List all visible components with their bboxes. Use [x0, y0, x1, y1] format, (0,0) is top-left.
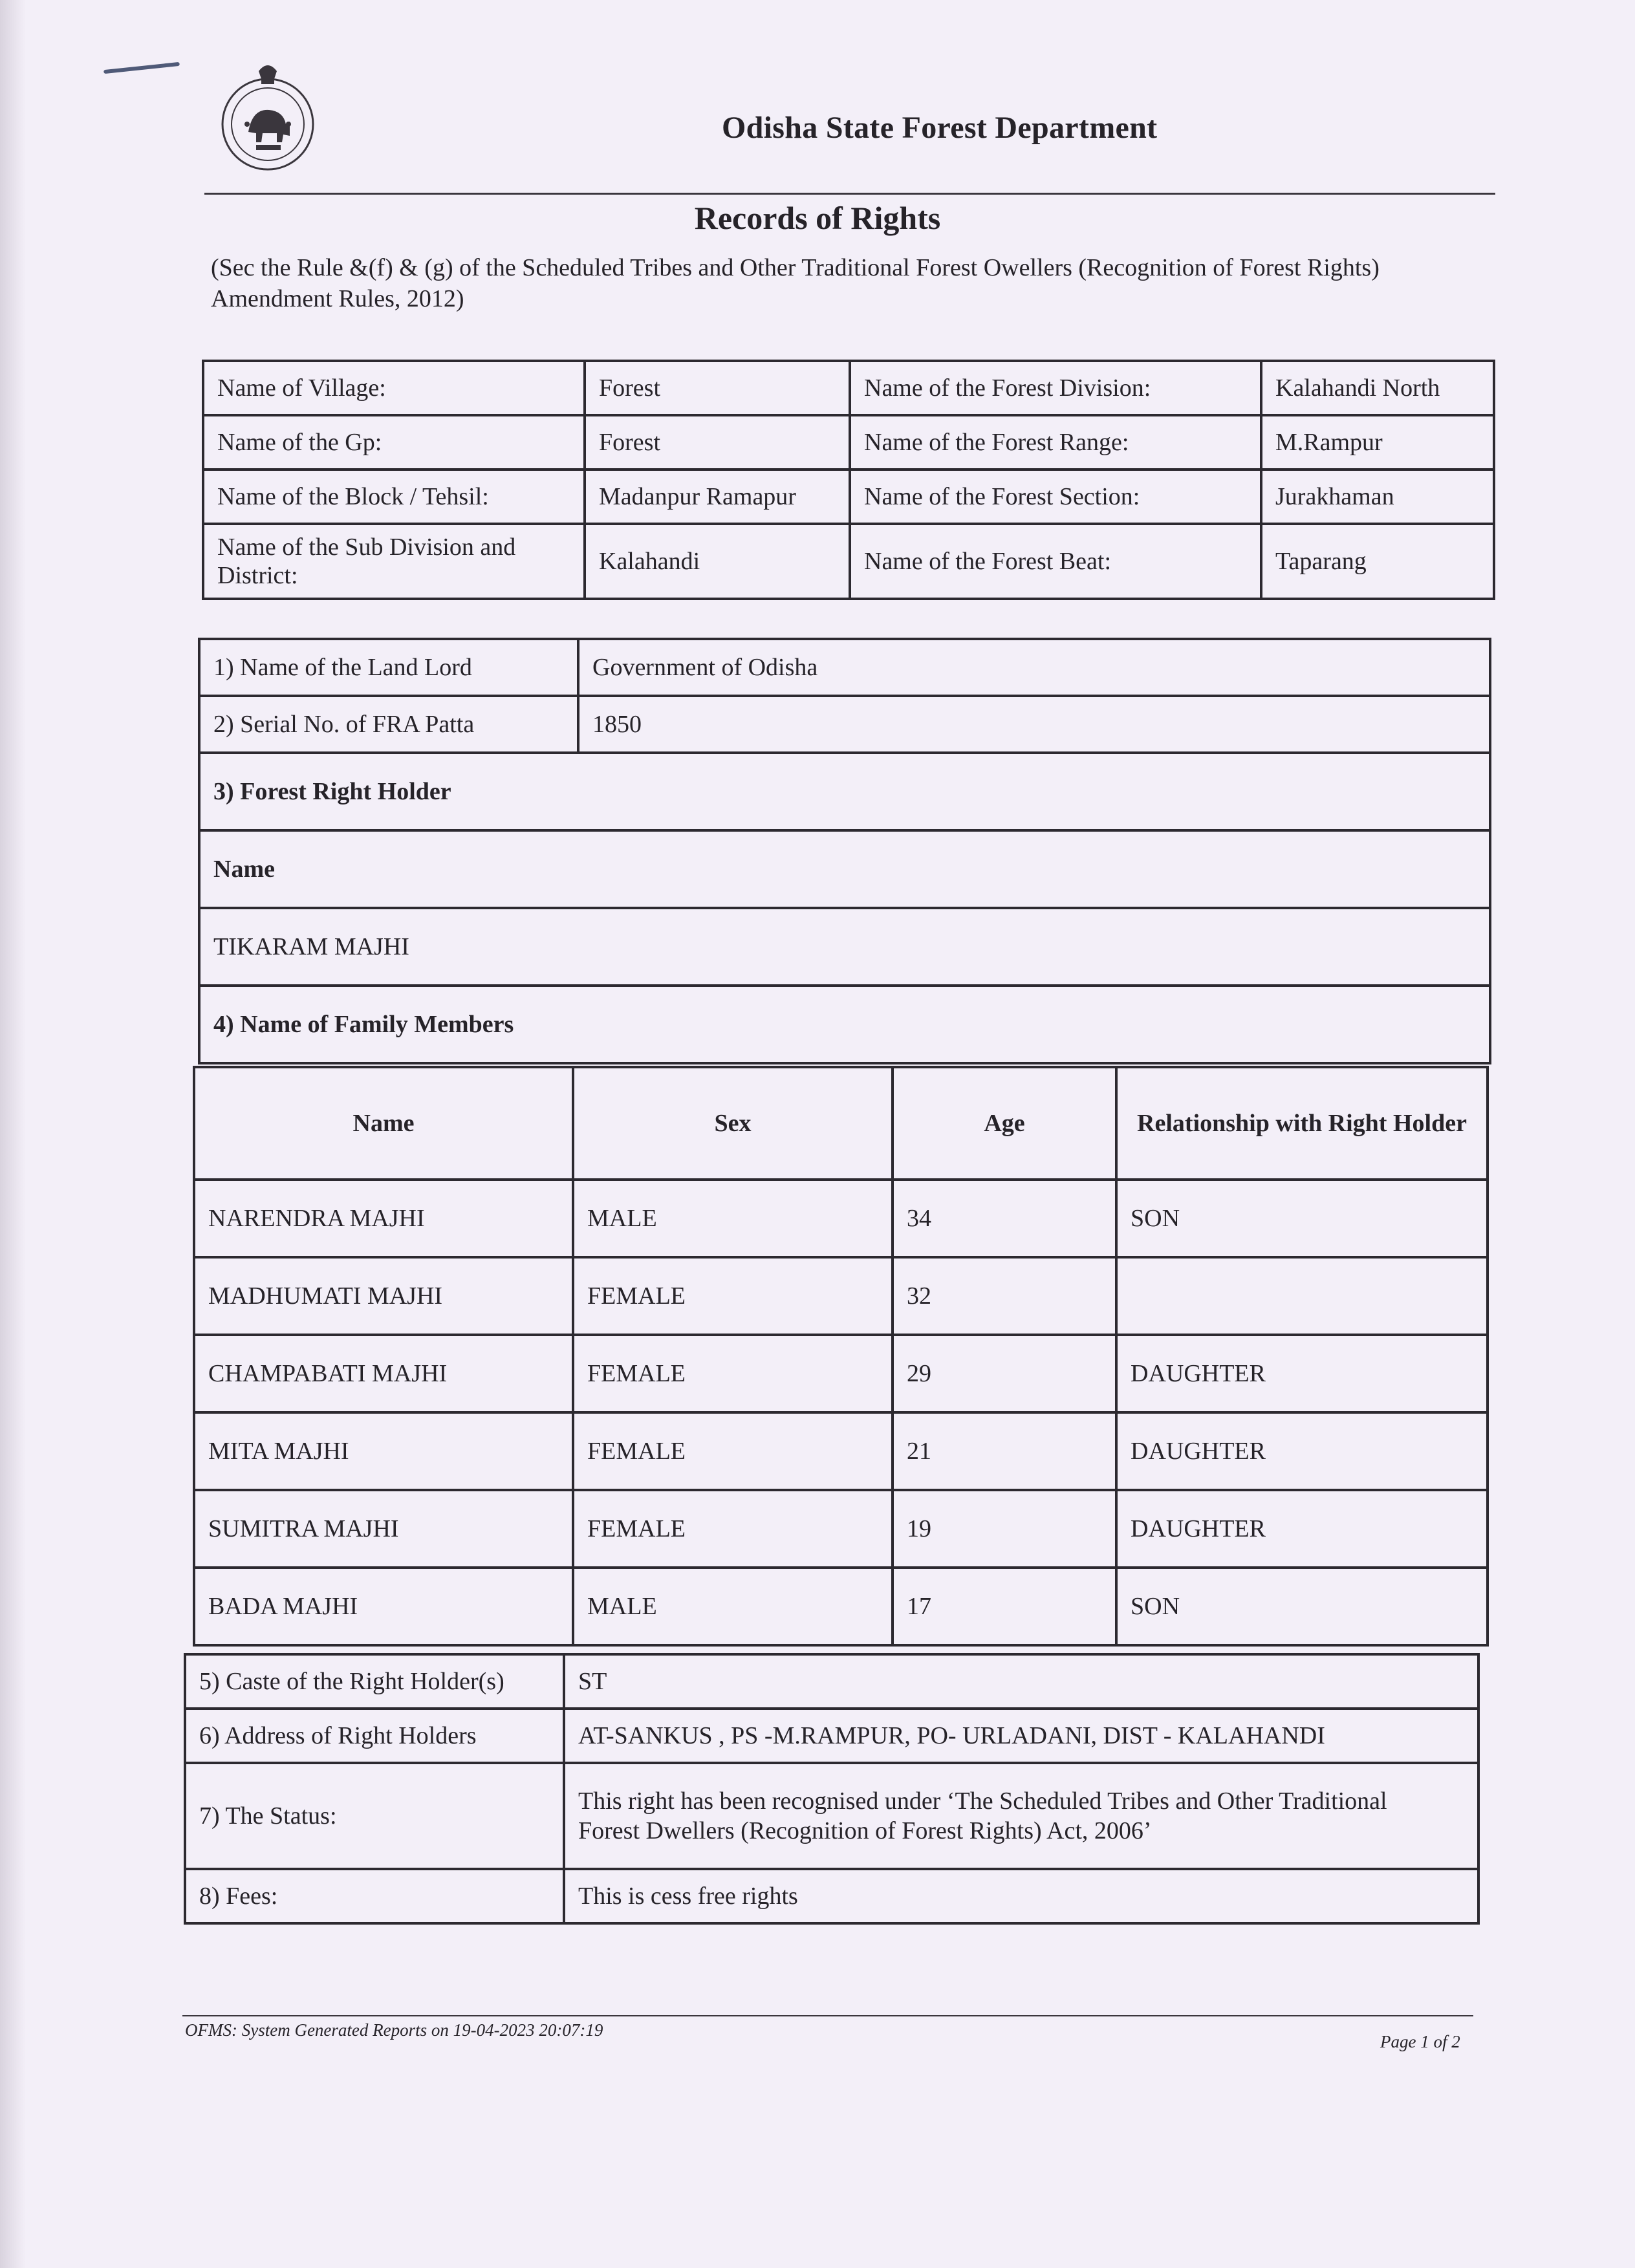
table-row [194, 1257, 1488, 1335]
serial-value: 1850 [578, 696, 1490, 753]
table-row [185, 1869, 1478, 1923]
table-row [203, 361, 1494, 415]
forest-range-value: M.Rampur [1261, 415, 1494, 470]
member-relationship: DAUGHTER [1116, 1412, 1488, 1490]
fees-label: 8) Fees: [185, 1869, 564, 1923]
status-value [564, 1763, 1478, 1869]
page-number: Page 1 of 2 [1380, 2032, 1460, 2051]
member-age: 17 [893, 1568, 1116, 1645]
table-header-row [194, 1067, 1488, 1180]
forest-section-value: Jurakhaman [1261, 470, 1494, 524]
member-name: NARENDRA MAJHI [194, 1180, 573, 1257]
gp-label: Name of the Gp: [203, 415, 585, 470]
serial-label: 2) Serial No. of FRA Patta [199, 696, 578, 753]
member-relationship: SON [1116, 1568, 1488, 1645]
table-row [199, 986, 1490, 1063]
table-row [194, 1490, 1488, 1568]
member-name: MITA MAJHI [194, 1412, 573, 1490]
member-sex: MALE [573, 1568, 893, 1645]
holder-name-heading: Name [199, 830, 1490, 908]
details-table [184, 1653, 1480, 1925]
column-header-age: Age [893, 1067, 1116, 1180]
footer-rule [182, 2015, 1473, 2016]
forest-division-value: Kalahandi North [1261, 361, 1494, 415]
village-value: Forest [585, 361, 850, 415]
member-age: 29 [893, 1335, 1116, 1412]
table-row [203, 470, 1494, 524]
address-label: 6) Address of Right Holders [185, 1709, 564, 1763]
sub-division-label: Name of the Sub Division and District: [203, 524, 585, 599]
location-table [202, 360, 1495, 600]
forest-beat-label: Name of the Forest Beat: [850, 524, 1261, 599]
header-rule [204, 193, 1495, 195]
table-row [199, 753, 1490, 830]
member-sex: FEMALE [573, 1412, 893, 1490]
member-sex: FEMALE [573, 1335, 893, 1412]
member-relationship: SON [1116, 1180, 1488, 1257]
table-row [199, 696, 1490, 753]
village-label: Name of Village: [203, 361, 585, 415]
member-sex: FEMALE [573, 1257, 893, 1335]
member-relationship: DAUGHTER [1116, 1490, 1488, 1568]
member-sex: MALE [573, 1180, 893, 1257]
table-row [199, 639, 1490, 696]
member-name: CHAMPABATI MAJHI [194, 1335, 573, 1412]
column-header-relationship: Relationship with Right Holder [1116, 1067, 1488, 1180]
column-header-sex: Sex [573, 1067, 893, 1180]
member-age: 32 [893, 1257, 1116, 1335]
member-name: BADA MAJHI [194, 1568, 573, 1645]
land-lord-label: 1) Name of the Land Lord [199, 639, 578, 696]
address-value: AT-SANKUS , PS -M.RAMPUR, PO- URLADANI, DIST - KALAHANDI [564, 1709, 1478, 1763]
caste-label: 5) Caste of the Right Holder(s) [185, 1654, 564, 1709]
table-row [185, 1654, 1478, 1709]
pen-mark [103, 62, 180, 74]
holder-section-heading: 3) Forest Right Holder [199, 753, 1490, 830]
table-row [203, 415, 1494, 470]
holder-name-value: TIKARAM MAJHI [199, 908, 1490, 986]
table-row [194, 1335, 1488, 1412]
column-header-name: Name [194, 1067, 573, 1180]
forest-division-label: Name of the Forest Division: [850, 361, 1261, 415]
table-row [185, 1709, 1478, 1763]
forest-beat-value: Taparang [1261, 524, 1494, 599]
fees-value: This is cess free rights [564, 1869, 1478, 1923]
member-age: 19 [893, 1490, 1116, 1568]
caste-value: ST [564, 1654, 1478, 1709]
status-label: 7) The Status: [185, 1763, 564, 1869]
status-line: Forest Dwellers (Recognition of Forest Rights) Act, 2006’ [578, 1817, 1152, 1844]
member-sex: FEMALE [573, 1490, 893, 1568]
family-section-heading: 4) Name of Family Members [199, 986, 1490, 1063]
block-label: Name of the Block / Tehsil: [203, 470, 585, 524]
land-lord-value: Government of Odisha [578, 639, 1490, 696]
status-line: This right has been recognised under ‘The Scheduled Tribes and Other Traditional [578, 1787, 1387, 1815]
table-row [185, 1763, 1478, 1869]
member-relationship [1116, 1257, 1488, 1335]
member-relationship: DAUGHTER [1116, 1335, 1488, 1412]
member-name: SUMITRA MAJHI [194, 1490, 573, 1568]
table-row [194, 1412, 1488, 1490]
table-row [199, 830, 1490, 908]
member-age: 34 [893, 1180, 1116, 1257]
table-row [203, 524, 1494, 599]
table-row [194, 1180, 1488, 1257]
family-members-table [193, 1066, 1489, 1647]
paper-edge-shadow [0, 0, 26, 2268]
document-title: Records of Rights [694, 200, 941, 236]
member-name: MADHUMATI MAJHI [194, 1257, 573, 1335]
forest-section-label: Name of the Forest Section: [850, 470, 1261, 524]
sub-division-value: Kalahandi [585, 524, 850, 599]
block-value: Madanpur Ramapur [585, 470, 850, 524]
table-row [194, 1568, 1488, 1645]
department-name: Odisha State Forest Department [722, 111, 1158, 145]
record-table [198, 638, 1491, 1064]
document-subtitle: (Sec the Rule &(f) & (g) of the Scheduled Tribes and Other Traditional Forest Owellers (Recognition of Forest Rights) Amendment Rules, 2012) [211, 254, 1380, 312]
odisha-state-emblem-icon [219, 59, 317, 173]
generated-timestamp: OFMS: System Generated Reports on 19-04-2023 20:07:19 [185, 2020, 603, 2040]
member-age: 21 [893, 1412, 1116, 1490]
forest-range-label: Name of the Forest Range: [850, 415, 1261, 470]
gp-value: Forest [585, 415, 850, 470]
table-row [199, 908, 1490, 986]
